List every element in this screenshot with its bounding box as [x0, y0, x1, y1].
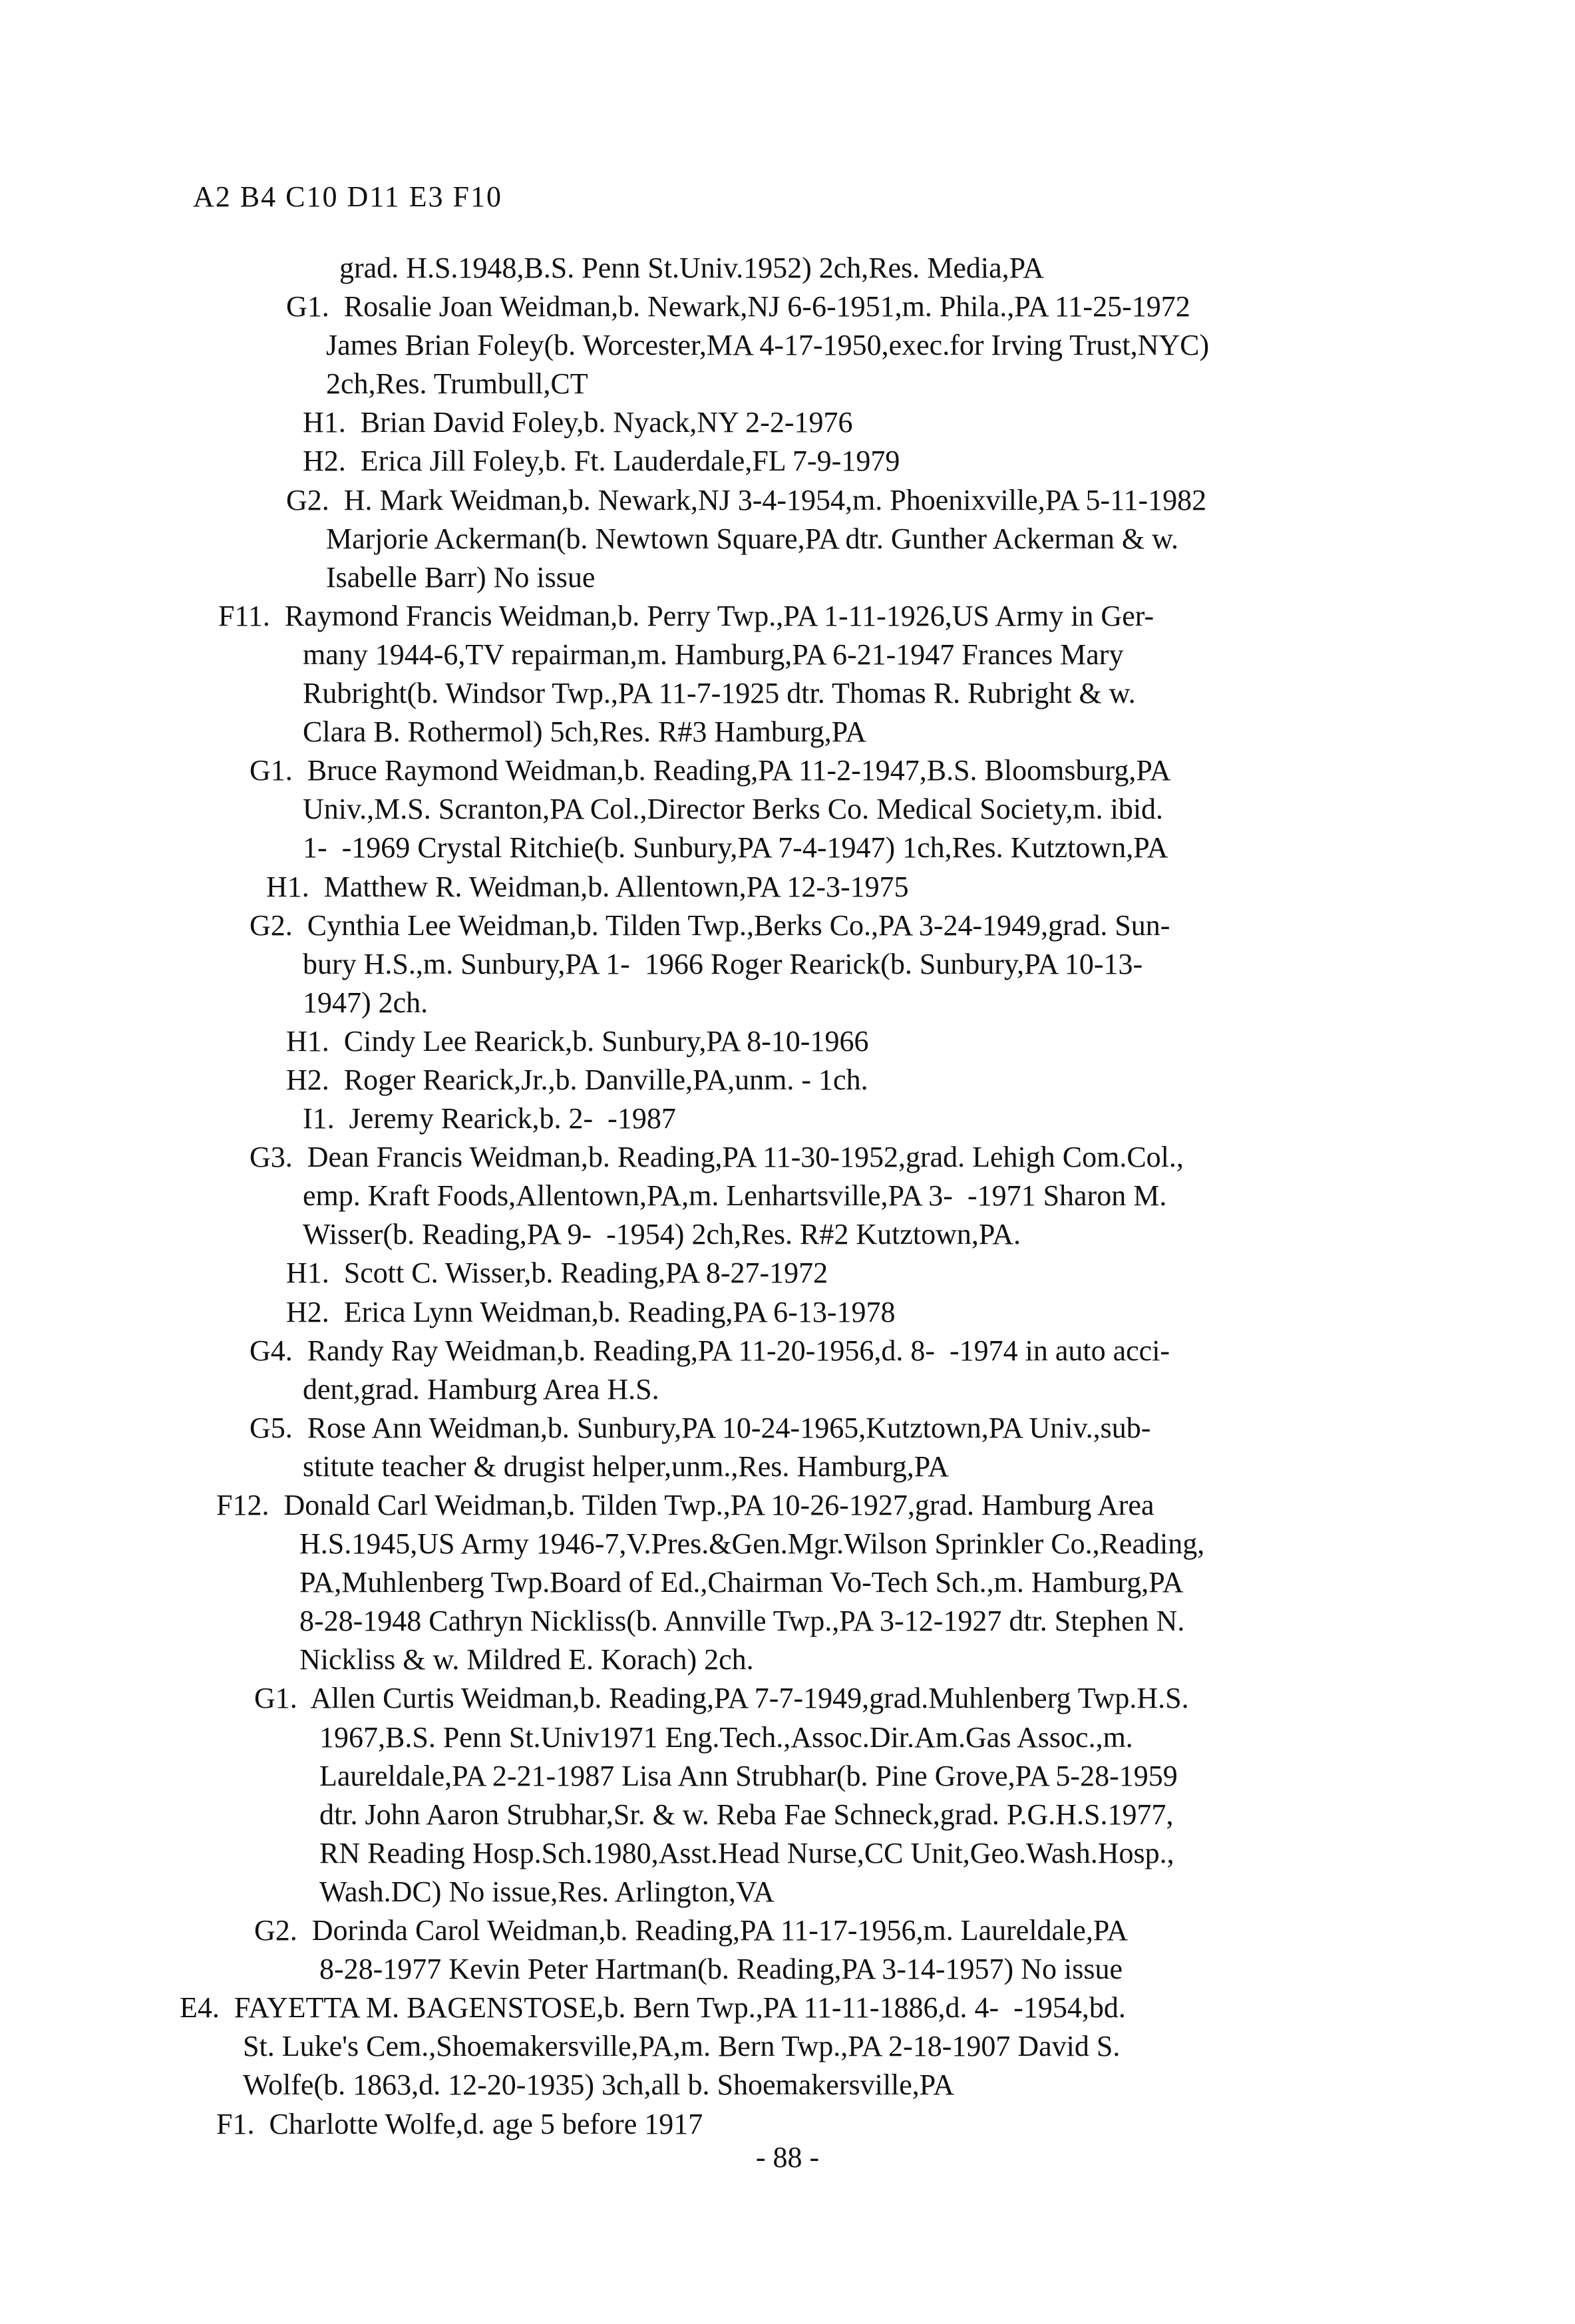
text-line	[0, 945, 1575, 984]
text-line	[0, 1138, 1575, 1177]
text-line-content: dtr. John Aaron Strubhar,Sr. & w. Reba Fae Schneck,grad. P.G.H.S.1977,	[319, 1798, 1174, 1831]
text-line	[0, 1254, 1575, 1292]
text-line	[0, 674, 1575, 713]
text-line	[0, 2066, 1575, 2104]
text-line	[0, 1641, 1575, 1679]
text-line	[0, 2027, 1575, 2066]
text-line	[0, 1718, 1575, 1757]
text-line	[0, 1177, 1575, 1215]
text-line-content: H1. Cindy Lee Rearick,b. Sunbury,PA 8-10-1966	[286, 1024, 869, 1058]
text-line	[0, 1486, 1575, 1525]
text-line-content: Marjorie Ackerman(b. Newtown Square,PA dtr. Gunther Ackerman & w.	[326, 522, 1179, 555]
text-line-content: G4. Randy Ray Weidman,b. Reading,PA 11-20-1956,d. 8- -1974 in auto acci-	[250, 1334, 1170, 1367]
text-line	[0, 442, 1575, 481]
text-line-content: 1- -1969 Crystal Ritchie(b. Sunbury,PA 7-4-1947) 1ch,Res. Kutztown,PA	[303, 831, 1168, 865]
text-line-content: I1. Jeremy Rearick,b. 2- -1987	[303, 1102, 676, 1135]
text-line	[0, 1834, 1575, 1873]
text-line-content: F11. Raymond Francis Weidman,b. Perry Twp.,PA 1-11-1926,US Army in Ger-	[218, 599, 1154, 632]
text-line	[0, 1370, 1575, 1409]
text-line	[0, 288, 1575, 326]
page-number: - 88 -	[755, 2141, 820, 2174]
text-line-content: G5. Rose Ann Weidman,b. Sunbury,PA 10-24-1965,Kutztown,PA Univ.,sub-	[250, 1411, 1151, 1444]
text-line-content: H2. Erica Lynn Weidman,b. Reading,PA 6-13-1978	[286, 1295, 896, 1328]
text-line-content: St. Luke's Cem.,Shoemakersville,PA,m. Bern Twp.,PA 2-18-1907 David S.	[243, 2030, 1121, 2063]
text-line-content: 1947) 2ch.	[303, 986, 429, 1019]
text-line	[0, 1022, 1575, 1061]
text-line-content: E4. FAYETTA M. BAGENSTOSE,b. Bern Twp.,PA 11-11-1886,d. 4- -1954,bd.	[180, 1991, 1126, 2025]
text-line-content: stitute teacher & drugist helper,unm.,Res. Hamburg,PA	[303, 1450, 949, 1483]
text-line	[0, 713, 1575, 751]
text-line	[0, 1525, 1575, 1563]
text-line-content: James Brian Foley(b. Worcester,MA 4-17-1950,exec.for Irving Trust,NYC)	[326, 329, 1210, 362]
text-line	[0, 1679, 1575, 1718]
text-line	[0, 1796, 1575, 1834]
text-line-content: bury H.S.,m. Sunbury,PA 1- 1966 Roger Rearick(b. Sunbury,PA 10-13-	[303, 947, 1143, 980]
text-line-content: G1. Bruce Raymond Weidman,b. Reading,PA 11-2-1947,B.S. Bloomsburg,PA	[250, 754, 1171, 787]
text-line	[0, 1448, 1575, 1486]
text-line-content: 8-28-1948 Cathryn Nickliss(b. Annville Twp.,PA 3-12-1927 dtr. Stephen N.	[299, 1605, 1185, 1638]
text-line-content: emp. Kraft Foods,Allentown,PA,m. Lenhartsville,PA 3- -1971 Sharon M.	[303, 1179, 1167, 1213]
text-line	[0, 751, 1575, 790]
text-line	[0, 365, 1575, 403]
text-line-content: H1. Matthew R. Weidman,b. Allentown,PA 12-3-1975	[266, 870, 909, 903]
text-line-content: Wisser(b. Reading,PA 9- -1954) 2ch,Res. R#2 Kutztown,PA.	[303, 1218, 1021, 1251]
text-line-content: Laureldale,PA 2-21-1987 Lisa Ann Strubhar(b. Pine Grove,PA 5-28-1959	[319, 1759, 1178, 1792]
text-line	[0, 906, 1575, 945]
text-line	[0, 1757, 1575, 1796]
text-line-content: Rubright(b. Windsor Twp.,PA 11-7-1925 dtr. Thomas R. Rubright & w.	[303, 677, 1136, 710]
text-line-content: H1. Scott C. Wisser,b. Reading,PA 8-27-1972	[286, 1257, 828, 1290]
text-line	[0, 1911, 1575, 1950]
text-line-content: G2. Dorinda Carol Weidman,b. Reading,PA 11-17-1956,m. Laureldale,PA	[254, 1914, 1129, 1947]
text-line	[0, 326, 1575, 365]
text-line-content: F12. Donald Carl Weidman,b. Tilden Twp.,PA 10-26-1927,grad. Hamburg Area	[216, 1489, 1154, 1521]
text-line	[0, 829, 1575, 867]
text-line	[0, 1563, 1575, 1602]
text-line-content: many 1944-6,TV repairman,m. Hamburg,PA 6-21-1947 Frances Mary	[303, 638, 1124, 671]
text-line	[0, 403, 1575, 442]
text-line-content: Wash.DC) No issue,Res. Arlington,VA	[319, 1875, 775, 1908]
text-line	[0, 1409, 1575, 1448]
text-line	[0, 790, 1575, 829]
text-line-content: Wolfe(b. 1863,d. 12-20-1935) 3ch,all b. Shoemakersville,PA	[243, 2068, 954, 2102]
text-line-content: G2. H. Mark Weidman,b. Newark,NJ 3-4-1954,m. Phoenixville,PA 5-11-1982	[286, 483, 1207, 516]
text-line	[0, 249, 1575, 288]
text-line-content: G1. Rosalie Joan Weidman,b. Newark,NJ 6-6-1951,m. Phila.,PA 11-25-1972	[286, 290, 1190, 323]
text-line-content: G2. Cynthia Lee Weidman,b. Tilden Twp.,Berks Co.,PA 3-24-1949,grad. Sun-	[250, 908, 1170, 942]
text-line	[0, 481, 1575, 520]
text-line-content: 8-28-1977 Kevin Peter Hartman(b. Reading,PA 3-14-1957) No issue	[319, 1953, 1123, 1986]
page-header: A2 B4 C10 D11 E3 F10	[193, 180, 502, 213]
text-line	[0, 636, 1575, 674]
text-line	[0, 1950, 1575, 1989]
text-line-content: 2ch,Res. Trumbull,CT	[326, 367, 588, 401]
text-line-content: PA,Muhlenberg Twp.Board of Ed.,Chairman Vo-Tech Sch.,m. Hamburg,PA	[299, 1566, 1184, 1599]
text-line-content: 1967,B.S. Penn St.Univ1971 Eng.Tech.,Assoc.Dir.Am.Gas Assoc.,m.	[319, 1720, 1133, 1754]
text-line-content: Nickliss & w. Mildred E. Korach) 2ch.	[299, 1643, 754, 1676]
text-line-content: G3. Dean Francis Weidman,b. Reading,PA 11-30-1952,grad. Lehigh Com.Col.,	[250, 1141, 1184, 1174]
text-line	[0, 2105, 1575, 2144]
text-line	[0, 1332, 1575, 1370]
text-line-content: dent,grad. Hamburg Area H.S.	[303, 1372, 659, 1406]
genealogy-text	[0, 249, 1575, 2144]
text-line-content: H1. Brian David Foley,b. Nyack,NY 2-2-1976	[303, 406, 853, 439]
text-line-content: Univ.,M.S. Scranton,PA Col.,Director Berks Co. Medical Society,m. ibid.	[303, 793, 1164, 826]
text-line	[0, 1099, 1575, 1138]
text-line	[0, 1602, 1575, 1641]
text-line	[0, 597, 1575, 636]
text-line	[0, 1989, 1575, 2027]
text-line-content: H.S.1945,US Army 1946-7,V.Pres.&Gen.Mgr.Wilson Sprinkler Co.,Reading,	[299, 1527, 1205, 1561]
text-line-content: Isabelle Barr) No issue	[326, 560, 596, 594]
text-line-content: H2. Erica Jill Foley,b. Ft. Lauderdale,FL 7-9-1979	[303, 445, 900, 478]
text-line-content: G1. Allen Curtis Weidman,b. Reading,PA 7-7-1949,grad.Muhlenberg Twp.H.S.	[254, 1682, 1189, 1715]
text-line-content: Clara B. Rothermol) 5ch,Res. R#3 Hamburg,PA	[303, 715, 866, 749]
text-line-content: F1. Charlotte Wolfe,d. age 5 before 1917	[216, 2107, 703, 2140]
text-line	[0, 520, 1575, 558]
text-line	[0, 1293, 1575, 1332]
text-line	[0, 984, 1575, 1022]
text-line-content: RN Reading Hosp.Sch.1980,Asst.Head Nurse,CC Unit,Geo.Wash.Hosp.,	[319, 1836, 1174, 1869]
text-line	[0, 1215, 1575, 1254]
text-line	[0, 1061, 1575, 1099]
text-line	[0, 558, 1575, 597]
text-line-content: H2. Roger Rearick,Jr.,b. Danville,PA,unm. - 1ch.	[286, 1063, 868, 1096]
text-line	[0, 1873, 1575, 1911]
text-line	[0, 868, 1575, 906]
text-line-content: grad. H.S.1948,B.S. Penn St.Univ.1952) 2ch,Res. Media,PA	[339, 252, 1044, 284]
